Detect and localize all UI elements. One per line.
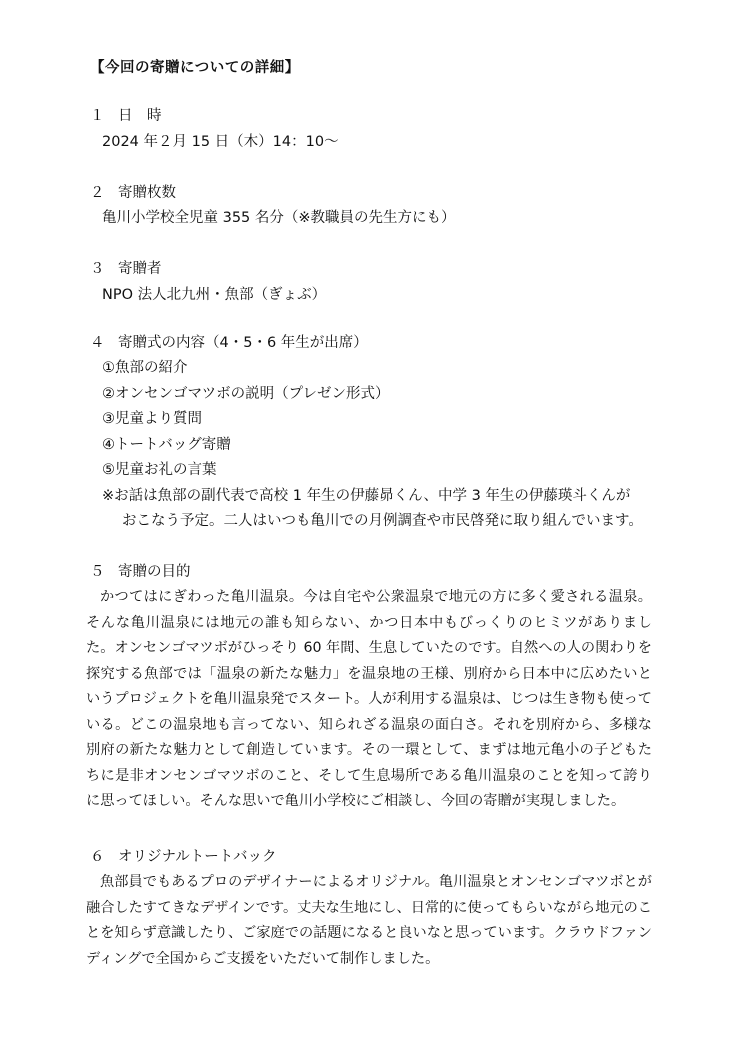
section-number: ６ [90,849,105,865]
list-item: ①魚部の紹介 [102,360,188,376]
section-number: ２ [90,185,105,201]
paragraph-text: 魚部員でもあるプロのデザイナーによるオリジナル。亀川温泉とオンセンゴマツボとが融合したすてきなデザインです。丈夫な生地にし、日常的に使ってもらいながら地元のことを知らず意識したり、ご家庭での話題になると良いなと思っています。クラウドファンディングで全国からご支援をいただいて制作しました。 [86,874,652,967]
list-item: ③児童より質問 [102,411,202,427]
list-item: ②オンセンゴマツボの説明（プレゼン形式） [102,386,390,402]
list-item: ④トートバッグ寄贈 [102,437,231,453]
section-heading-text: 寄贈の目的 [118,564,191,580]
section-2-body: 亀川小学校全児童 355 名分（※教職員の先生方にも） [102,210,456,226]
section-number: ５ [90,564,105,580]
section-1-body: 2024 年２月 15 日（木）14：10〜 [102,134,339,150]
section-number: １ [90,108,105,124]
document-title: 【今回の寄贈についての詳細】 [90,60,300,76]
section-5-heading [90,560,191,584]
section-heading-text: 日 時 [118,108,162,124]
section-heading-text: 寄贈式の内容（4・5・6 年生が出席） [118,335,368,351]
section-3-heading [90,257,162,281]
list-item: ⑤児童お礼の言葉 [102,462,217,478]
section-2-heading [90,181,176,205]
section-1-heading [90,104,162,128]
section-heading-text: 寄贈者 [118,261,162,277]
section-4-heading [90,331,368,355]
section-4-note-line2: おこなう予定。二人はいつも亀川での月例調査や市民啓発に取り組んでいます。 [122,513,643,529]
section-6-paragraph [86,870,652,972]
section-6-heading [90,845,276,869]
paragraph-text: かつてはにぎわった亀川温泉。今は自宅や公衆温泉で地元の方に多く愛される温泉。そんな亀川温泉には地元の誰も知らない、かつ日本中もびっくりのヒミツがありました。オンセンゴマツボがひっそり 60 年間、生息していたのです。自然への人の関わりを探究する魚部では「温泉の新たな魅力」を温泉地の王様、別府から日本中に広めたいというプロジェクトを亀川温泉発でスタート。人が利用する温泉は、じつは生き物も使っている。どこの温泉地も言ってない、知られざる温泉の面白さ。それを別府から、多様な別府の新たな魅力として創造しています。その一環として、まずは地元亀小の子どもたちに是非オンセンゴマツボのこと、そして生息場所である亀川温泉のことを知って誇りに思ってほしい。そんな思いで亀川小学校にご相談し、今回の寄贈が実現しました。 [86,589,652,809]
section-number: ３ [90,261,105,277]
section-4-note-line1: ※お話は魚部の副代表で高校 1 年生の伊藤昴くん、中学 3 年生の伊藤瑛斗くんが [102,488,631,504]
section-3-body: NPO 法人北九州・魚部（ぎょぶ） [102,287,327,303]
section-heading-text: オリジナルトートバック [118,849,277,865]
section-number: ４ [90,335,105,351]
section-heading-text: 寄贈枚数 [118,185,176,201]
section-5-paragraph [86,585,652,815]
